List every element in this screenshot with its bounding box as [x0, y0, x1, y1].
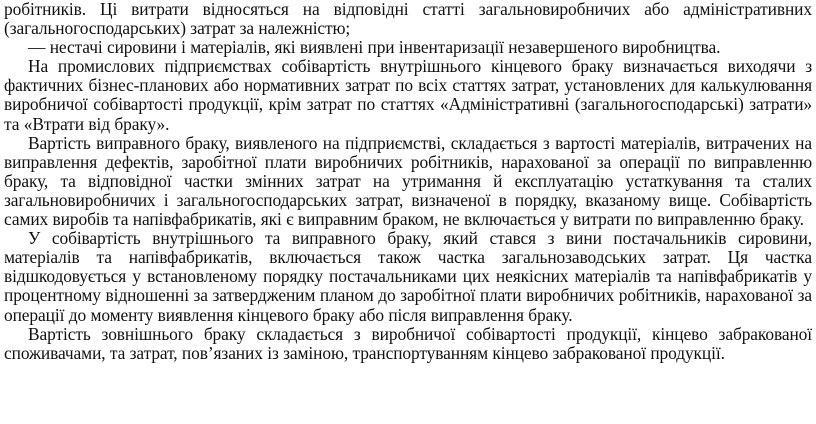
paragraph-repairable-defect-cost: Вартість виправного браку, виявленого на підприємстві, складається з вартості матеріалів, витрачених на виправлення дефектів, заробітної плати виробничих робітників, нарахованої за операції по виправленню браку, та відповідної частки змінних затрат на утримання й експлуатацію устаткування та сталих загальновиробничих і загальногосподарських затрат, визначеної в порядку, вказаному вище. Собівартість самих виробів та напівфабрикатів, які є виправним браком, не включається у витрати по виправленню браку.	[4, 132, 812, 230]
paragraph-external-defect-cost: Вартість зовнішнього браку складається з виробничої собівартості продукції, кінцево забракованої споживачами, та затрат, пов’язаних із заміною, транспортуванням кінцево забракованої продукції.	[4, 323, 812, 363]
paragraph-continuation: робітників. Ці витрати відносяться на відповідні статті загальновиробничих або адміністративних (загальногосподарських) затрат за належністю;	[4, 0, 812, 39]
paragraph-internal-defect-cost: На промислових підприємствах собівартість внутрішнього кінцевого браку визначається виходячи з фактичних бізнес-планових або нормативних затрат по всіх статтях затрат, установлених для калькулювання виробничої собівартості продукції, крім затрат по статтях «Адміністративні (загальногосподарські) затрати» та «Втрати від браку».	[4, 56, 812, 134]
paragraph-supplier-fault-defect: У собівартість внутрішнього та виправного браку, який стався з вини постачальників сировини, матеріалів та напівфабрикатів, включається також частка загальнозаводських затрат. Ця частка відшкодовується у встановленому порядку постачальниками цих неякісних матеріалів та напівфабрикатів у процентному відношенні за затвердженим планом до заробітної плати виробничих робітників, нарахованої за операції до моменту виявлення кінцевого браку або після виправлення браку.	[4, 228, 812, 325]
paragraph-shortage-item: — нестачі сировини і матеріалів, які виявлені при інвентаризації незавершеного виробництва.	[28, 37, 721, 58]
